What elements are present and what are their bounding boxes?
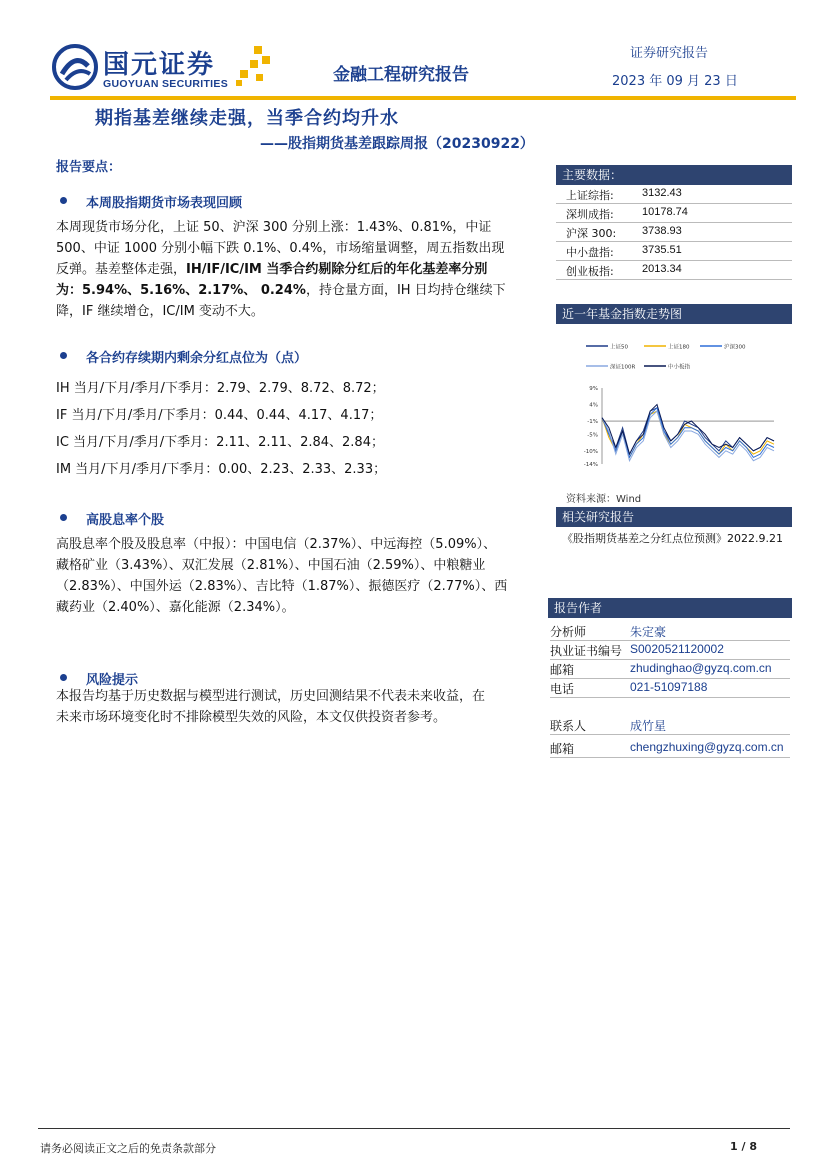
main-data-table [556,185,792,280]
contact-label: 联系人 [550,719,587,733]
text-line: 本周现货市场分化，上证 50、沪深 300 分别上涨：1.43%、0.81%，中证 [56,220,492,235]
logo-squares-icon [236,46,270,86]
table-row [556,261,792,280]
author-email-link[interactable]: zhudinghao@gyzq.com.cn [630,661,772,675]
company-logo-icon [52,44,98,90]
main-data-value: 2013.34 [642,263,682,275]
contact-list [550,716,790,758]
table-row [556,223,792,242]
author-header: 报告作者 [548,598,792,618]
legend-label: 沪深300 [724,344,746,351]
author-row [550,641,790,660]
legend-label: 上证50 [610,344,628,351]
text-line: 高股息率个股及股息率（中报）：中国电信（2.37%）、中远海控（5.09%）、 [56,537,497,552]
text-bold-span: IH/IF/IC/IM 当季合约剔除分红后的年化基差率分别 [186,262,488,277]
author-label: 执业证书编号 [550,644,623,658]
dividend-line-if: IF 当月/下月/季月/下季月：0.44、0.44、4.17、4.17； [56,408,383,423]
text-span: 反弹。基差整体走强， [56,262,187,277]
main-data-label: 上证综指: [566,189,614,202]
contact-value: 成竹星 [630,719,667,733]
y-tick-label: 9% [589,386,598,392]
section-heading-dividend: 各合约存续期内剩余分红点位为（点） [86,351,308,366]
related-report-link[interactable]: 《股指期货基差之分红点位预测》2022.9.21 [562,532,783,545]
legend-label: 上证180 [668,344,690,351]
y-tick-label: -1% [587,419,598,426]
main-data-value: 10178.74 [642,206,688,218]
text-bold-span: 为：5.94%、5.16%、2.17%、 0.24% [56,283,306,298]
y-tick-label: -5% [587,432,598,439]
section-risk-body [56,686,546,728]
text-span: ，持仓量方面，IH 日均持仓继续下 [305,283,506,298]
main-data-label: 创业板指: [566,265,614,278]
main-data-label: 沪深 300: [566,227,617,240]
section-heading-risk: 风险提示 [86,673,139,688]
bullet-icon [60,197,67,204]
y-tick-label: -10% [583,448,598,455]
contact-email-link[interactable]: chengzhuxing@gyzq.com.cn [630,740,784,754]
contact-row [550,739,790,758]
text-line: 藏药业（2.40%）、嘉化能源（2.34%）。 [56,600,295,615]
author-row [550,660,790,679]
author-value: 021-51097188 [630,680,708,694]
report-type: 金融工程研究报告 [333,65,469,85]
text-line: 本报告均基于历史数据与模型进行测试，历史回测结果不代表未来收益，在 [56,689,486,704]
company-name-en: GUOYUAN SECURITIES [103,78,228,90]
section-heading-review: 本周股指期货市场表现回顾 [86,196,243,211]
header-divider [50,96,796,100]
summary-label: 报告要点： [56,160,122,175]
contact-row [550,716,790,735]
text-line: 500、中证 1000 分别小幅下跌 0.1%、0.4%，市场缩量调整，周五指数出现 [56,241,505,256]
footer-disclaimer: 请务必阅读正文之后的免责条款部分 [40,1142,216,1155]
dividend-line-ih: IH 当月/下月/季月/下季月：2.79、2.79、8.72、8.72； [56,381,385,396]
author-value: 朱定豪 [630,625,667,639]
related-header: 相关研究报告 [556,507,792,527]
y-tick-label: -14% [583,462,598,468]
text-line: （2.83%）、中国外运（2.83%）、吉比特（1.87%）、振德医疗（2.77%）、西 [56,579,508,594]
author-row [550,679,790,698]
chart-header: 近一年基金指数走势图 [556,304,792,324]
bullet-icon [60,674,67,681]
main-data-value: 3735.51 [642,244,682,256]
chart-source: 资料来源：Wind [566,494,642,505]
bullet-icon [60,352,67,359]
dividend-line-im: IM 当月/下月/季月/下季月：0.00、2.23、2.33、2.33； [56,462,387,477]
series-line-4 [602,411,774,461]
main-data-label: 深圳成指: [566,208,614,221]
bullet-icon [60,514,67,521]
table-row [556,242,792,261]
report-date: 2023 年 09 月 23 日 [612,74,738,89]
table-row [556,185,792,204]
main-data-value: 3132.43 [642,187,682,199]
main-data-value: 3738.93 [642,225,682,237]
author-row [550,622,790,641]
author-label: 分析师 [550,625,587,639]
main-data-header: 主要数据： [556,165,792,185]
legend-label: 中小板指 [668,364,691,371]
page-subtitle: ——股指期货基差跟踪周报（20230922） [260,136,534,152]
text-line: 藏格矿业（3.43%）、双汇发展（2.81%）、中国石油（2.59%）、中粮糖业 [56,558,486,573]
text-line: 未来市场环境变化时不排除模型失效的风险，本文仅供投资者参考。 [56,710,447,725]
main-data-label: 中小盘指: [566,246,614,259]
footer-divider [38,1128,790,1129]
page-title: 期指基差继续走强，当季合约均升水 [95,108,399,129]
author-label: 邮箱 [550,663,575,677]
section-review-body [56,217,546,322]
author-label: 电话 [550,682,575,696]
dividend-line-ic: IC 当月/下月/季月/下季月：2.11、2.11、2.84、2.84； [56,435,384,450]
text-line: 降，IF 继续增仓，IC/IM 变动不大。 [56,304,264,319]
y-tick-label: 4% [589,402,598,409]
text-line [56,259,546,280]
author-value: S0020521120002 [630,642,724,656]
legend-label: 深证100R [610,364,636,371]
section-heading-high-dividend: 高股息率个股 [86,513,165,528]
index-trend-chart [578,336,788,481]
page-number: 1 / 8 [730,1140,757,1153]
section-high-dividend-body [56,534,546,618]
report-category: 证券研究报告 [630,46,709,61]
contact-label: 邮箱 [550,742,575,756]
table-row [556,204,792,223]
text-line [56,280,546,301]
author-list [550,622,790,698]
company-name-cn: 国元证券 [103,50,216,80]
